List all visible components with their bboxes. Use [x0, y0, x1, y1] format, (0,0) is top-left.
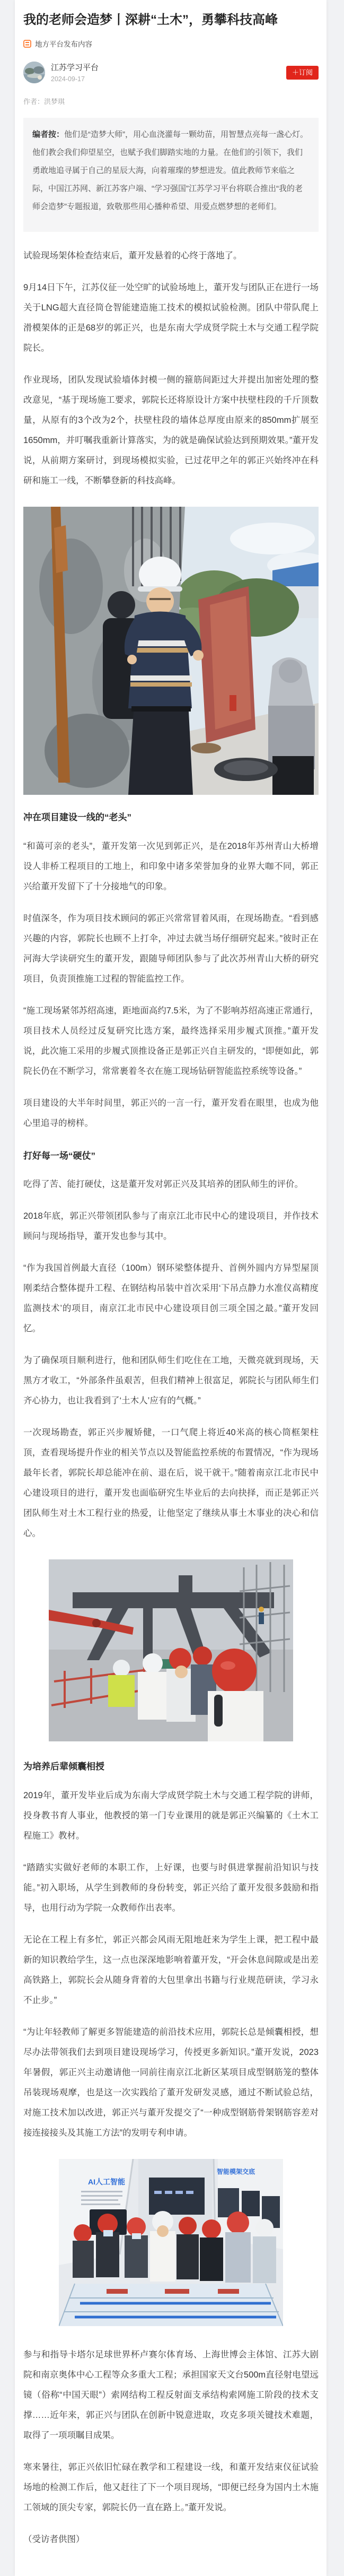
- photo-credit: （受访者供图）: [23, 2534, 85, 2544]
- paragraph: 时值深冬，作为项目技术顾问的郭正兴常常冒着风雨，在现场勘查。“看到感兴趣的内容，郭院长也顾不上打伞，冲过去就当场仔细研究起来。”彼时正在河海大学读研究生的董开发，跟随导师团队参与了此次苏州青山大桥的研究项目，负责顶推施工过程的智能监控工作。: [23, 913, 319, 984]
- editor-note-box: [23, 118, 319, 232]
- paragraph: 项目建设的大半年时间里，郭正兴的一言一行，董开发看在眼里，也成为他心里追寻的榜样。: [23, 1098, 319, 1128]
- author-line: 作者：洪梦琪: [23, 98, 65, 106]
- paragraph: “作为我国首例最大直径（100m）钢环梁整体提升、首例外圆内方异型屋顶刚柔结合整体提升工程、在钢结构吊装中首次采用‘下吊点静力水准仪高精度监测技术’的项目，南京江北市民中心建设项目创三项全国之最。”董开发回忆。: [23, 1263, 319, 1334]
- paragraph: 为了确保项目顺利进行，他和团队师生们吃住在工地，天微亮就到现场，天黑方才收工，“外部条件虽艰苦，但我们精神上很富足，郭院长与团队师生们齐心协力，也让我看到了‘土木人’应有的气概。”: [23, 1356, 319, 1406]
- paragraph: “踏踏实实做好老师的本职工作，上好课，也要与时俱进掌握前沿知识与技能。”初入职场，从学生到教师的身份转变，郭正兴给了董开发很多鼓励和指导，也用行动为学院一众教师作出表率。: [23, 1862, 319, 1913]
- publisher-name[interactable]: 江苏学习平台: [51, 63, 99, 73]
- paragraph: 吃得了苦、能打硬仗，这是董开发对郭正兴及其培养的团队师生的评价。: [23, 1179, 303, 1190]
- editor-note-text: 他们是“造梦大师”，用心血浇灌每一颗幼苗，用智慧点亮每一盏心灯。他们教会我们仰望星空，也赋予我们脚踏实地的力量。在他们的引领下，我们勇敢地追寻属于自己的星辰大海，向着璀璨的梦想进发。值此教师节来临之际，中国江苏网、新江苏客户端、“学习强国”江苏学习平台将联合推出“我的老师会造梦”专题报道，致敬那些用心播种希望、用爱点燃梦想的老师们。: [32, 130, 308, 212]
- paragraph: 无论在工程上有多忙，郭正兴都会风雨无阻地赶来为学生上课，把工程中最新的知识教给学生，这一点也深深地影响着董开发，“开会休息间隙或是出差高铁路上，郭院长会从随身背着的大包里拿出书籍与行业规范研读，学习永不止步。”: [23, 1935, 319, 2005]
- paragraph: 试验现场架体检查结束后，董开发悬着的心终于落地了。: [23, 251, 242, 261]
- publish-date: 2024-09-17: [51, 75, 85, 83]
- subscribe-button[interactable]: ＋订阅: [286, 66, 319, 80]
- paragraph: 9月14日下午，江苏仪征一处空旷的试验场地上，董开发与团队正在进行一场关于LNG超大直径筒仓智能建造施工技术的模拟试验检测。团队中带队爬上滑模架体的正是68岁的郭正兴，也是东南大学成贤学院土木与交通工程学院院长。: [23, 283, 319, 353]
- source-badge-label: 地方平台发布内容: [35, 40, 92, 49]
- paragraph: 参与和指导卡塔尔足球世界杯卢赛尔体育场、上海世博会主体馆、江苏大剧院和南京奥体中心工程等众多重大工程；承担国家天文台500m直径射电望远镜（俗称“中国天眼”）索网结构工程反射面支承结构索网施工阶段的技术支撑……近年来，郭正兴与团队在创新中锐意进取，攻克多项关键技术难题，取得了一项项瞩目成果。: [23, 2349, 319, 2440]
- paragraph: 一次现场勘查，郭正兴步履矫健，一口气爬上将近40米高的核心筒框架柱顶，查看现场提升作业的相关节点以及智能监控系统的布置情况，“作为现场最年长者，郭院长却总能冲在前、退在后，说干就干。”随着南京江北市民中心建设项目的进行，董开发也面临研究生毕业后的去向抉择，而正是郭正兴团队师生对土木工程行业的热爱，让他坚定了继续从事土木事业的决心和信心。: [23, 1428, 319, 1539]
- section-heading: 打好每一场“硬仗”: [23, 1150, 95, 1161]
- paragraph: 2018年底，郭正兴带领团队参与了南京江北市民中心的建设项目，并作技术顾问与现场指导，董开发也参与其中。: [23, 1211, 319, 1242]
- source-badge: [23, 38, 319, 49]
- paragraph: 寒来暑往，郭正兴依旧忙碌在教学和工程建设一线，和董开发结束仪征试验场地的检测工作后，他又赶往了下一个项目现场，“即便已经身为国内土木施工领域的顶尖专家，郭院长仍一直在路上。”董开发说。: [23, 2462, 319, 2512]
- paragraph: “和蔼可亲的老头”，董开发第一次见到郭正兴，是在2018年苏州青山大桥增设人非桥工程项目的工地上，和印象中诸多荣誉加身的业界大咖不同，郭正兴给董开发留下了十分接地气的印象。: [23, 841, 319, 891]
- local-platform-icon: [23, 40, 31, 48]
- paragraph: “施工现场紧邻苏绍高速，距地面高约7.5米，为了不影响苏绍高速正常通行，项目技术人员经过反复研究比选方案，最终选择采用步履式顶推。”董开发说，此次施工采用的步履式顶推设备正是郭正兴自主研发的，“即便如此，郭院长仍在不断学习，常常裹着冬衣在施工现场钻研智能监控系统等设备。”: [23, 1005, 319, 1076]
- article-photo-2: [23, 1559, 319, 1744]
- paragraph: “为让年轻教师了解更多智能建造的前沿技术应用，郭院长总是倾囊相授，想尽办法带领我们去到项目建设现场学习，传授更多新知识。”董开发说，2023年暑假，郭正兴主动邀请他一同前往南京江北新区某项目成型钢筋笼的整体吊装现场观摩，也是这一次实践给了董开发研发灵感，通过不断试验总结，对施工技术加以改进，郭正兴与董开发提交了“一种成型钢筋骨架钢筋容差对接连接接头及其施工方法”的发明专利申请。: [23, 2027, 319, 2138]
- article-title: 我的老师会造梦丨深耕“土木”，勇攀科技高峰: [23, 13, 278, 27]
- paragraph: 作业现场，团队发现试验墙体封模一侧的箍筋间距过大并提出加密处理的整改意见，“基于现场施工要求，郭院长还将原设计方案中扶壁柱段的千斤顶数量，从原有的3个改为2个，扶壁柱段的墙体总厚度由原来的850mm扩展至1650mm，并叮嘱我重新计算落实，为的就是确保试验达到预期效果。”董开发说，从前期方案研讨，到现场模拟实验，已过花甲之年的郭正兴始终冲在科研和施工一线，不断攀登新的科技高峰。: [23, 375, 319, 486]
- article-photo-1: [23, 507, 319, 795]
- paragraph: 2019年，董开发毕业后成为东南大学成贤学院土木与交通工程学院的讲师，投身教书育人事业，他教授的第一门专业课用的就是郭正兴编纂的《土木工程施工》教材。: [23, 1790, 319, 1841]
- publisher-avatar[interactable]: [23, 62, 45, 83]
- editor-note-label: 编者按：: [32, 130, 65, 140]
- svg-text:AI人工智能: AI人工智能: [88, 2177, 125, 2186]
- article-card: [15, 0, 327, 2576]
- article-photo-3: [23, 2159, 319, 2329]
- section-heading: 冲在项目建设一线的“老头”: [23, 812, 131, 823]
- section-heading: 为培养后辈倾囊相授: [23, 1762, 104, 1772]
- svg-text:智能模架交底: 智能模架交底: [217, 2167, 255, 2175]
- publisher-row: [23, 62, 319, 83]
- person-hooded: [268, 657, 315, 795]
- article-body: [23, 246, 319, 2549]
